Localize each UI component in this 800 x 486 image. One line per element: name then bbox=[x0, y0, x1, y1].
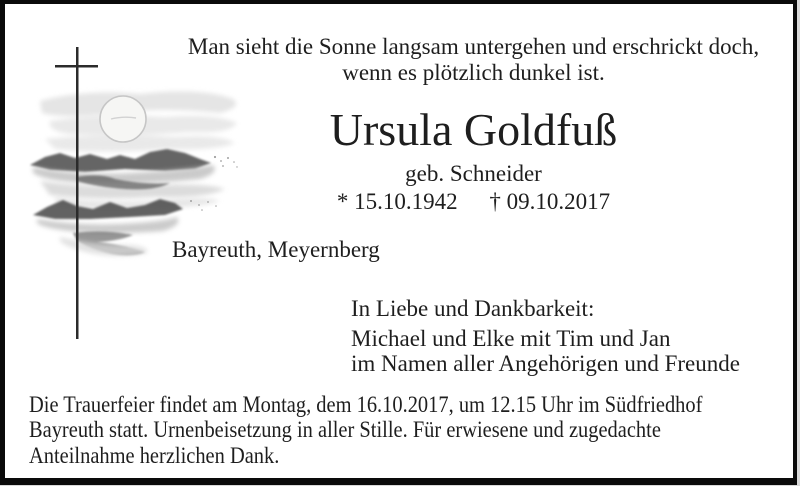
sun bbox=[100, 96, 146, 142]
funeral-details bbox=[29, 393, 702, 469]
epigraph-line-1: Man sieht die Sonne langsam untergehen und erschrickt doch, bbox=[187, 34, 760, 59]
foreground-sweep bbox=[60, 231, 147, 256]
residence: Bayreuth, Meyernberg bbox=[172, 237, 380, 262]
maiden-name: geb. Schneider bbox=[405, 161, 542, 186]
birth-date: * 15.10.1942 bbox=[336, 189, 458, 214]
funeral-line-3: Anteilnahme herzlichen Dank. bbox=[29, 442, 280, 469]
mourners-line-1: Michael und Elke mit Tim und Jan bbox=[351, 326, 671, 351]
deceased-name: Ursula Goldfuß bbox=[329, 104, 618, 155]
epigraph-line-2: wenn es plötzlich dunkel ist. bbox=[342, 60, 605, 85]
mourners-line-2: im Namen aller Angehörigen und Freunde bbox=[351, 351, 740, 376]
mourners-block bbox=[351, 296, 740, 376]
death-date: † 09.10.2017 bbox=[489, 189, 611, 214]
funeral-line-1: Die Trauerfeier findet am Montag, dem 16.10.2017, um 12.15 Uhr im Südfriedhof bbox=[29, 392, 703, 418]
mourners-heading: In Liebe und Dankbarkeit: bbox=[351, 296, 595, 321]
epigraph bbox=[151, 34, 796, 86]
life-dates bbox=[151, 189, 796, 215]
funeral-line-2: Bayreuth statt. Urnenbeisetzung in aller Stille. Für erwiesene und zugedachte bbox=[29, 417, 661, 444]
